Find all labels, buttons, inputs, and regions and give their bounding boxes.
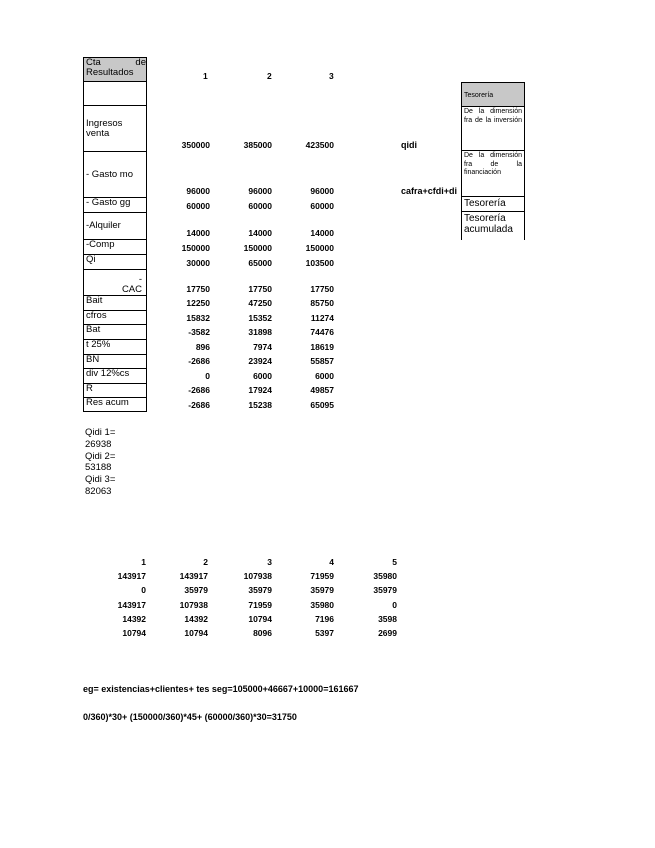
results-cell: 15352 xyxy=(248,313,272,323)
results-cell: 423500 xyxy=(305,140,334,150)
loan-cell: 3598 xyxy=(378,614,397,624)
loan-cell: 10794 xyxy=(184,628,208,638)
loan-cell: 143917 xyxy=(117,600,146,610)
results-cell: 23924 xyxy=(248,356,272,366)
results-row-label: Res acum xyxy=(83,398,147,412)
results-cell: 17924 xyxy=(248,385,272,395)
results-cell: 96000 xyxy=(248,186,272,196)
tesoreria-row-inversion: De la dimensión fra de la inversión xyxy=(461,107,525,151)
results-cell: 150000 xyxy=(305,243,334,253)
loan-cell: 107938 xyxy=(179,600,208,610)
qidi-note-line: Qidi 3= xyxy=(85,474,116,486)
results-cell: 150000 xyxy=(243,243,272,253)
results-row-label: - Gasto mo xyxy=(83,152,147,198)
period-header-2: 2 xyxy=(267,71,272,81)
results-cell: 85750 xyxy=(310,298,334,308)
results-row-label: t 25% xyxy=(83,340,147,355)
results-cell: -2686 xyxy=(188,356,210,366)
results-header-label: Cta de Resultados xyxy=(83,57,147,82)
results-row-label: cfros xyxy=(83,311,147,325)
results-row-label: Qi xyxy=(83,255,147,270)
results-cell: 47250 xyxy=(248,298,272,308)
results-cell: 60000 xyxy=(248,201,272,211)
results-cell: 12250 xyxy=(186,298,210,308)
loan-cell: 107938 xyxy=(243,571,272,581)
loan-cell: 2699 xyxy=(378,628,397,638)
results-cell: 17750 xyxy=(248,284,272,294)
loan-cell: 7196 xyxy=(315,614,334,624)
cafra-note: cafra+cfdi+di xyxy=(401,186,458,196)
qidi-note-line: Qidi 1= xyxy=(85,427,116,438)
results-cell: 11274 xyxy=(310,313,334,323)
loan-cell: 0 xyxy=(392,600,397,610)
loan-cell: 10794 xyxy=(248,614,272,624)
tesoreria-row-financiacion: De la dimensión fra de la financiación xyxy=(461,151,525,197)
results-row-label: Bat xyxy=(83,325,147,340)
loan-cell: 35979 xyxy=(248,585,272,595)
loan-cell: 35980 xyxy=(373,571,397,581)
loan-cell: 35980 xyxy=(310,600,334,610)
results-cell: 14000 xyxy=(186,228,210,238)
loan-cell: 143917 xyxy=(179,571,208,581)
results-cell: -2686 xyxy=(188,400,210,410)
loan-cell: 71959 xyxy=(248,600,272,610)
qidi-note-line: Qidi 2= xyxy=(85,450,116,462)
results-cell: 60000 xyxy=(310,201,334,211)
results-cell: 17750 xyxy=(310,284,334,294)
results-row-label: Ingresos venta xyxy=(83,106,147,152)
results-cell: 0 xyxy=(205,371,210,381)
loan-cell: 143917 xyxy=(117,571,146,581)
results-cell: 60000 xyxy=(186,201,210,211)
results-cell: -3582 xyxy=(188,327,210,337)
results-cell: 896 xyxy=(195,342,210,352)
qidi-note-line: 53188 xyxy=(85,462,112,474)
qidi-note-line: 26938 xyxy=(85,438,112,450)
results-row-label: div 12%cs xyxy=(83,369,147,384)
formula-existencias: eg= existencias+clientes+ tes seg=105000+46667+10000=161667 xyxy=(83,684,359,694)
qidi-note-line: 82063 xyxy=(85,486,112,497)
period-header-3: 3 xyxy=(329,71,334,81)
loan-cell: 10794 xyxy=(122,628,146,638)
results-row-label: -Comp xyxy=(83,240,147,255)
results-row-label: BN xyxy=(83,355,147,369)
loan-period-header: 2 xyxy=(203,557,208,567)
results-row-label: R xyxy=(83,384,147,398)
results-cell: 30000 xyxy=(186,258,210,268)
results-cell: 15832 xyxy=(186,313,210,323)
loan-period-header: 3 xyxy=(267,557,272,567)
loan-cell: 8096 xyxy=(253,628,272,638)
period-header-1: 1 xyxy=(203,71,208,81)
results-cell: 6000 xyxy=(253,371,272,381)
results-cell: 17750 xyxy=(186,284,210,294)
results-cell: 14000 xyxy=(248,228,272,238)
loan-period-header: 1 xyxy=(141,557,146,567)
results-cell: 6000 xyxy=(315,371,334,381)
loan-cell: 35979 xyxy=(310,585,334,595)
tesoreria-row-acumulada: Tesorería acumulada xyxy=(461,212,525,240)
results-cell: 150000 xyxy=(181,243,210,253)
results-cell: 18619 xyxy=(310,342,334,352)
tesoreria-row-tesoreria: Tesorería xyxy=(461,197,525,212)
results-cell: 31898 xyxy=(248,327,272,337)
qidi-note: qidi xyxy=(401,140,417,150)
loan-period-header: 5 xyxy=(392,557,397,567)
tesoreria-header: Tesorería xyxy=(461,82,525,107)
results-cell: 15238 xyxy=(248,400,272,410)
results-row-label: -Alquiler xyxy=(83,213,147,240)
results-cell: 55857 xyxy=(310,356,334,366)
results-cell: 74476 xyxy=(310,327,334,337)
results-cell: 7974 xyxy=(253,342,272,352)
loan-cell: 14392 xyxy=(122,614,146,624)
loan-cell: 0 xyxy=(141,585,146,595)
results-cell: 49857 xyxy=(310,385,334,395)
results-row-label xyxy=(83,82,147,106)
formula-cac: 0/360)*30+ (150000/360)*45+ (60000/360)*30=31750 xyxy=(83,712,297,722)
results-cell: 65000 xyxy=(248,258,272,268)
loan-cell: 35979 xyxy=(184,585,208,595)
results-cell: 103500 xyxy=(305,258,334,268)
results-cell: 96000 xyxy=(310,186,334,196)
results-cell: 350000 xyxy=(181,140,210,150)
loan-cell: 71959 xyxy=(310,571,334,581)
results-cell: 14000 xyxy=(310,228,334,238)
results-cell: 65095 xyxy=(310,400,334,410)
loan-cell: 14392 xyxy=(184,614,208,624)
results-row-label: - CAC xyxy=(83,270,147,296)
results-cell: 96000 xyxy=(186,186,210,196)
results-cell: 385000 xyxy=(243,140,272,150)
results-row-label: - Gasto gg xyxy=(83,198,147,213)
loan-cell: 35979 xyxy=(373,585,397,595)
results-cell: -2686 xyxy=(188,385,210,395)
loan-period-header: 4 xyxy=(329,557,334,567)
loan-cell: 5397 xyxy=(315,628,334,638)
results-row-label: Bait xyxy=(83,296,147,311)
